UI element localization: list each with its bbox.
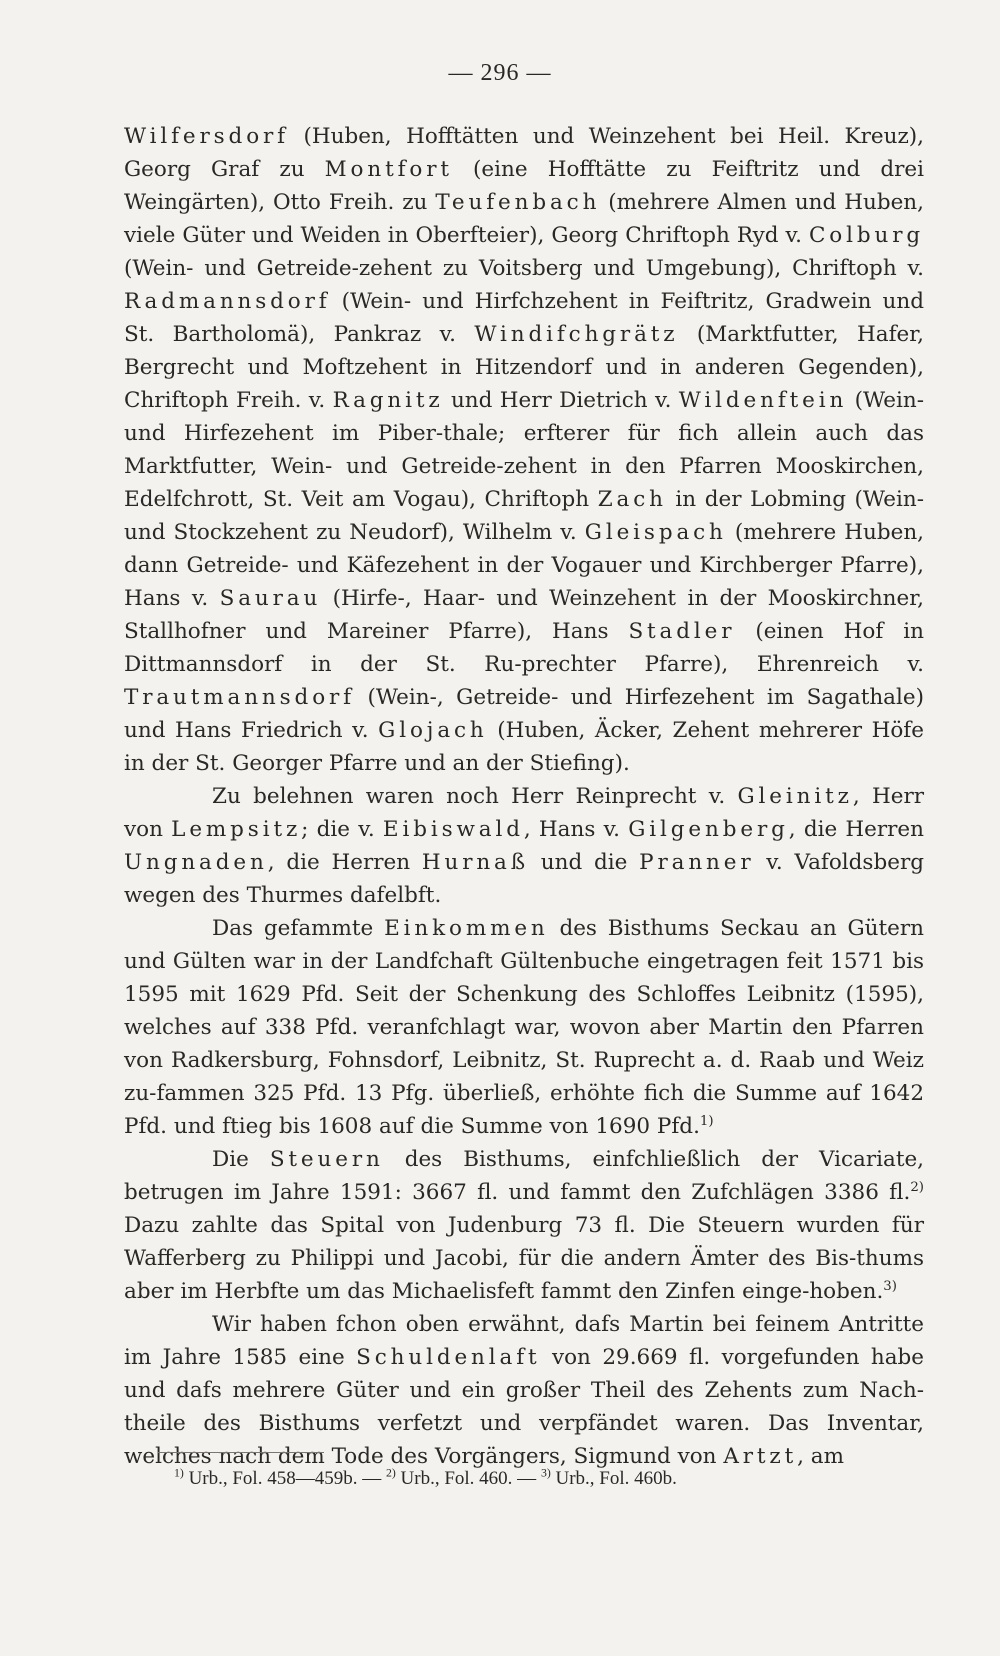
spaced-name: Zach (597, 487, 667, 512)
text-run: Die (212, 1147, 270, 1172)
paragraph-5 (124, 1308, 924, 1473)
text-run: , Hans v. (523, 817, 629, 842)
footnote-ref: 2) (910, 1179, 924, 1195)
text-run: und Herr Dietrich v. (443, 388, 679, 413)
paragraph-2 (124, 780, 924, 912)
text-run: ; die v. (301, 817, 383, 842)
text-run: des Bisthums Seckau an Gütern und Gülten war in der Landfchaft Gültenbuche eingetragen feit 1571 bis 1595 mit 1629 Pfd. Seit der Schenkung des Schloffes Leibnitz (1595), welches auf 338 Pfd. veranfchlagt war, wovon aber Martin den Pfarren von Radkersburg, Fohnsdorf, Leibnitz, St. Ruprecht a. d. Raab und Weiz zu-fammen 325 Pfd. 13 Pfg. überließ, erhöhte fich die Summe auf 1642 Pfd. und ftieg bis 1608 auf die Summe von 1690 Pfd. (124, 916, 924, 1139)
spaced-name: Windifchgrätz (474, 322, 679, 347)
text-run: (eine Hofftätte zu Feiftritz und drei Weingärten), Otto Freih. zu (124, 157, 924, 215)
body-text (124, 120, 924, 1473)
spaced-name: Lempsitz (171, 817, 302, 842)
spaced-name: Schuldenlaft (356, 1345, 541, 1370)
text-run: von 29.669 fl. vorgefunden habe und dafs mehrere Güter und ein großer Theil des Zehents zum Nach-theile des Bisthums verfetzt und verpfändet waren. Das Inventar, welches nach dem Tode des Vorgängers, Sigmund von (124, 1345, 924, 1469)
spaced-name: Teufenbach (435, 190, 601, 215)
spaced-name: Stadler (628, 619, 736, 644)
spaced-name: Glojach (378, 718, 488, 743)
text-run: , die Herren (788, 817, 925, 842)
footnote-ref: 1) (699, 1113, 714, 1129)
spaced-name: Hurnaß (421, 850, 529, 875)
spaced-name: Eibiswald (382, 817, 524, 842)
text-run: Dazu zahlte das Spital von Judenburg 73 fl. Die Steuern wurden für Wafferberg zu Philippi und Jacobi, für die andern Ämter des Bis-thums aber im Herbfte um das Michaelisfeft fammt den Zinfen einge-hoben. (124, 1213, 924, 1304)
spaced-name: Montfort (324, 157, 453, 182)
paragraph-3 (124, 912, 924, 1143)
footnote-number: 3) (540, 1466, 551, 1480)
page-number: — 296 — (448, 60, 552, 86)
spaced-name: Wilfersdorf (124, 124, 289, 149)
paragraph-1 (124, 120, 924, 780)
text-run: Zu belehnen waren noch Herr Reinprecht v. (212, 784, 738, 809)
text-run: (Hirfe-, Haar- und Weinzehent in der Mooskirchner, Stallhofner und Mareiner Pfarre), Hans (124, 586, 925, 644)
text-run: (Huben, Hofftätten und Weinzehent bei Heil. Kreuz), Georg Graf zu (124, 124, 924, 182)
spaced-name: Trautmannsdorf (124, 685, 355, 710)
spaced-name: Einkommen (384, 916, 549, 941)
text-run: , am (797, 1444, 844, 1469)
text-run: (Marktfutter, Hafer, Bergrecht und Moftzehent in Hitzendorf und in anderen Gegenden), Chriftoph Freih. v. (124, 322, 924, 413)
text-run: (einen Hof in Dittmannsdorf in der St. Ru-prechter Pfarre), Ehrenreich v. (124, 619, 924, 677)
text-run: (Wein- und Hirfchzehent in Feiftritz, Gradwein und St. Bartholomä), Pankraz v. (124, 289, 924, 347)
spaced-name: Gilgenberg (628, 817, 789, 842)
spaced-name: Colburg (808, 223, 924, 248)
spaced-name: Gleispach (584, 520, 727, 545)
spaced-name: Artzt (723, 1444, 798, 1469)
text-run: (mehrere Huben, dann Getreide- und Käfezehent in der Vogauer und Kirchberger Pfarre), Hans v. (124, 520, 924, 611)
text-run: , die Herren (267, 850, 422, 875)
text-run: (Wein-, Getreide- und Hirfezehent im Sagathale) und Hans Friedrich v. (124, 685, 924, 743)
footnote-text: Urb., Fol. 460b. (550, 1468, 677, 1489)
text-run: (Wein- und Getreide-zehent zu Voitsberg und Umgebung), Chriftoph v. (124, 256, 924, 281)
spaced-name: Ragnitz (332, 388, 444, 413)
text-run: in der Lobming (Wein- und Stockzehent zu Neudorf), Wilhelm v. (124, 487, 924, 545)
footnote-number: 2) (385, 1466, 396, 1480)
text-run: (Wein- und Hirfezehent im Piber-thale; erfterer für fich allein auch das Marktfutter, Wein- und Getreide-zehent in den Pfarren Mooskirchen, Edelfchrott, St. Veit am Vogau), Chriftoph (124, 388, 925, 512)
spaced-name: Steuern (269, 1147, 384, 1172)
spaced-name: Saurau (219, 586, 322, 611)
footnote-text: Urb., Fol. 458—459b. — (183, 1468, 386, 1489)
text-run: und die (528, 850, 640, 875)
spaced-name: Radmannsdorf (124, 289, 331, 314)
footnote-number: 1) (174, 1466, 184, 1480)
paragraph-4 (124, 1143, 924, 1308)
text-run: des Bisthums, einfchließlich der Vicariate, betrugen im Jahre 1591: 3667 fl. und fammt den Zufchlägen 3386 fl. (124, 1147, 925, 1205)
footnote-text: Urb., Fol. 460. — (395, 1468, 541, 1489)
text-run: Wir haben fchon oben erwähnt, dafs Martin bei feinem Antritte im Jahre 1585 eine (124, 1312, 924, 1370)
footnotes (174, 1466, 934, 1492)
text-run: (Huben, Äcker, Zehent mehrerer Höfe in der St. Georger Pfarre und an der Stiefing). (124, 718, 924, 776)
spaced-name: Wildenftein (678, 388, 848, 413)
text-run: Das gefammte (212, 916, 385, 941)
text-run: v. Vafoldsberg wegen des Thurmes dafelbft. (124, 850, 924, 908)
footnote-ref: 3) (883, 1278, 897, 1294)
spaced-name: Ungnaden (124, 850, 268, 875)
text-run: , Herr von (124, 784, 924, 842)
spaced-name: Pranner (639, 850, 755, 875)
spaced-name: Gleinitz (737, 784, 853, 809)
text-run: (mehrere Almen und Huben, viele Güter und Weiden in Oberfteier), Georg Chriftoph Ryd v. (124, 190, 924, 248)
footnote-divider (158, 1452, 324, 1453)
